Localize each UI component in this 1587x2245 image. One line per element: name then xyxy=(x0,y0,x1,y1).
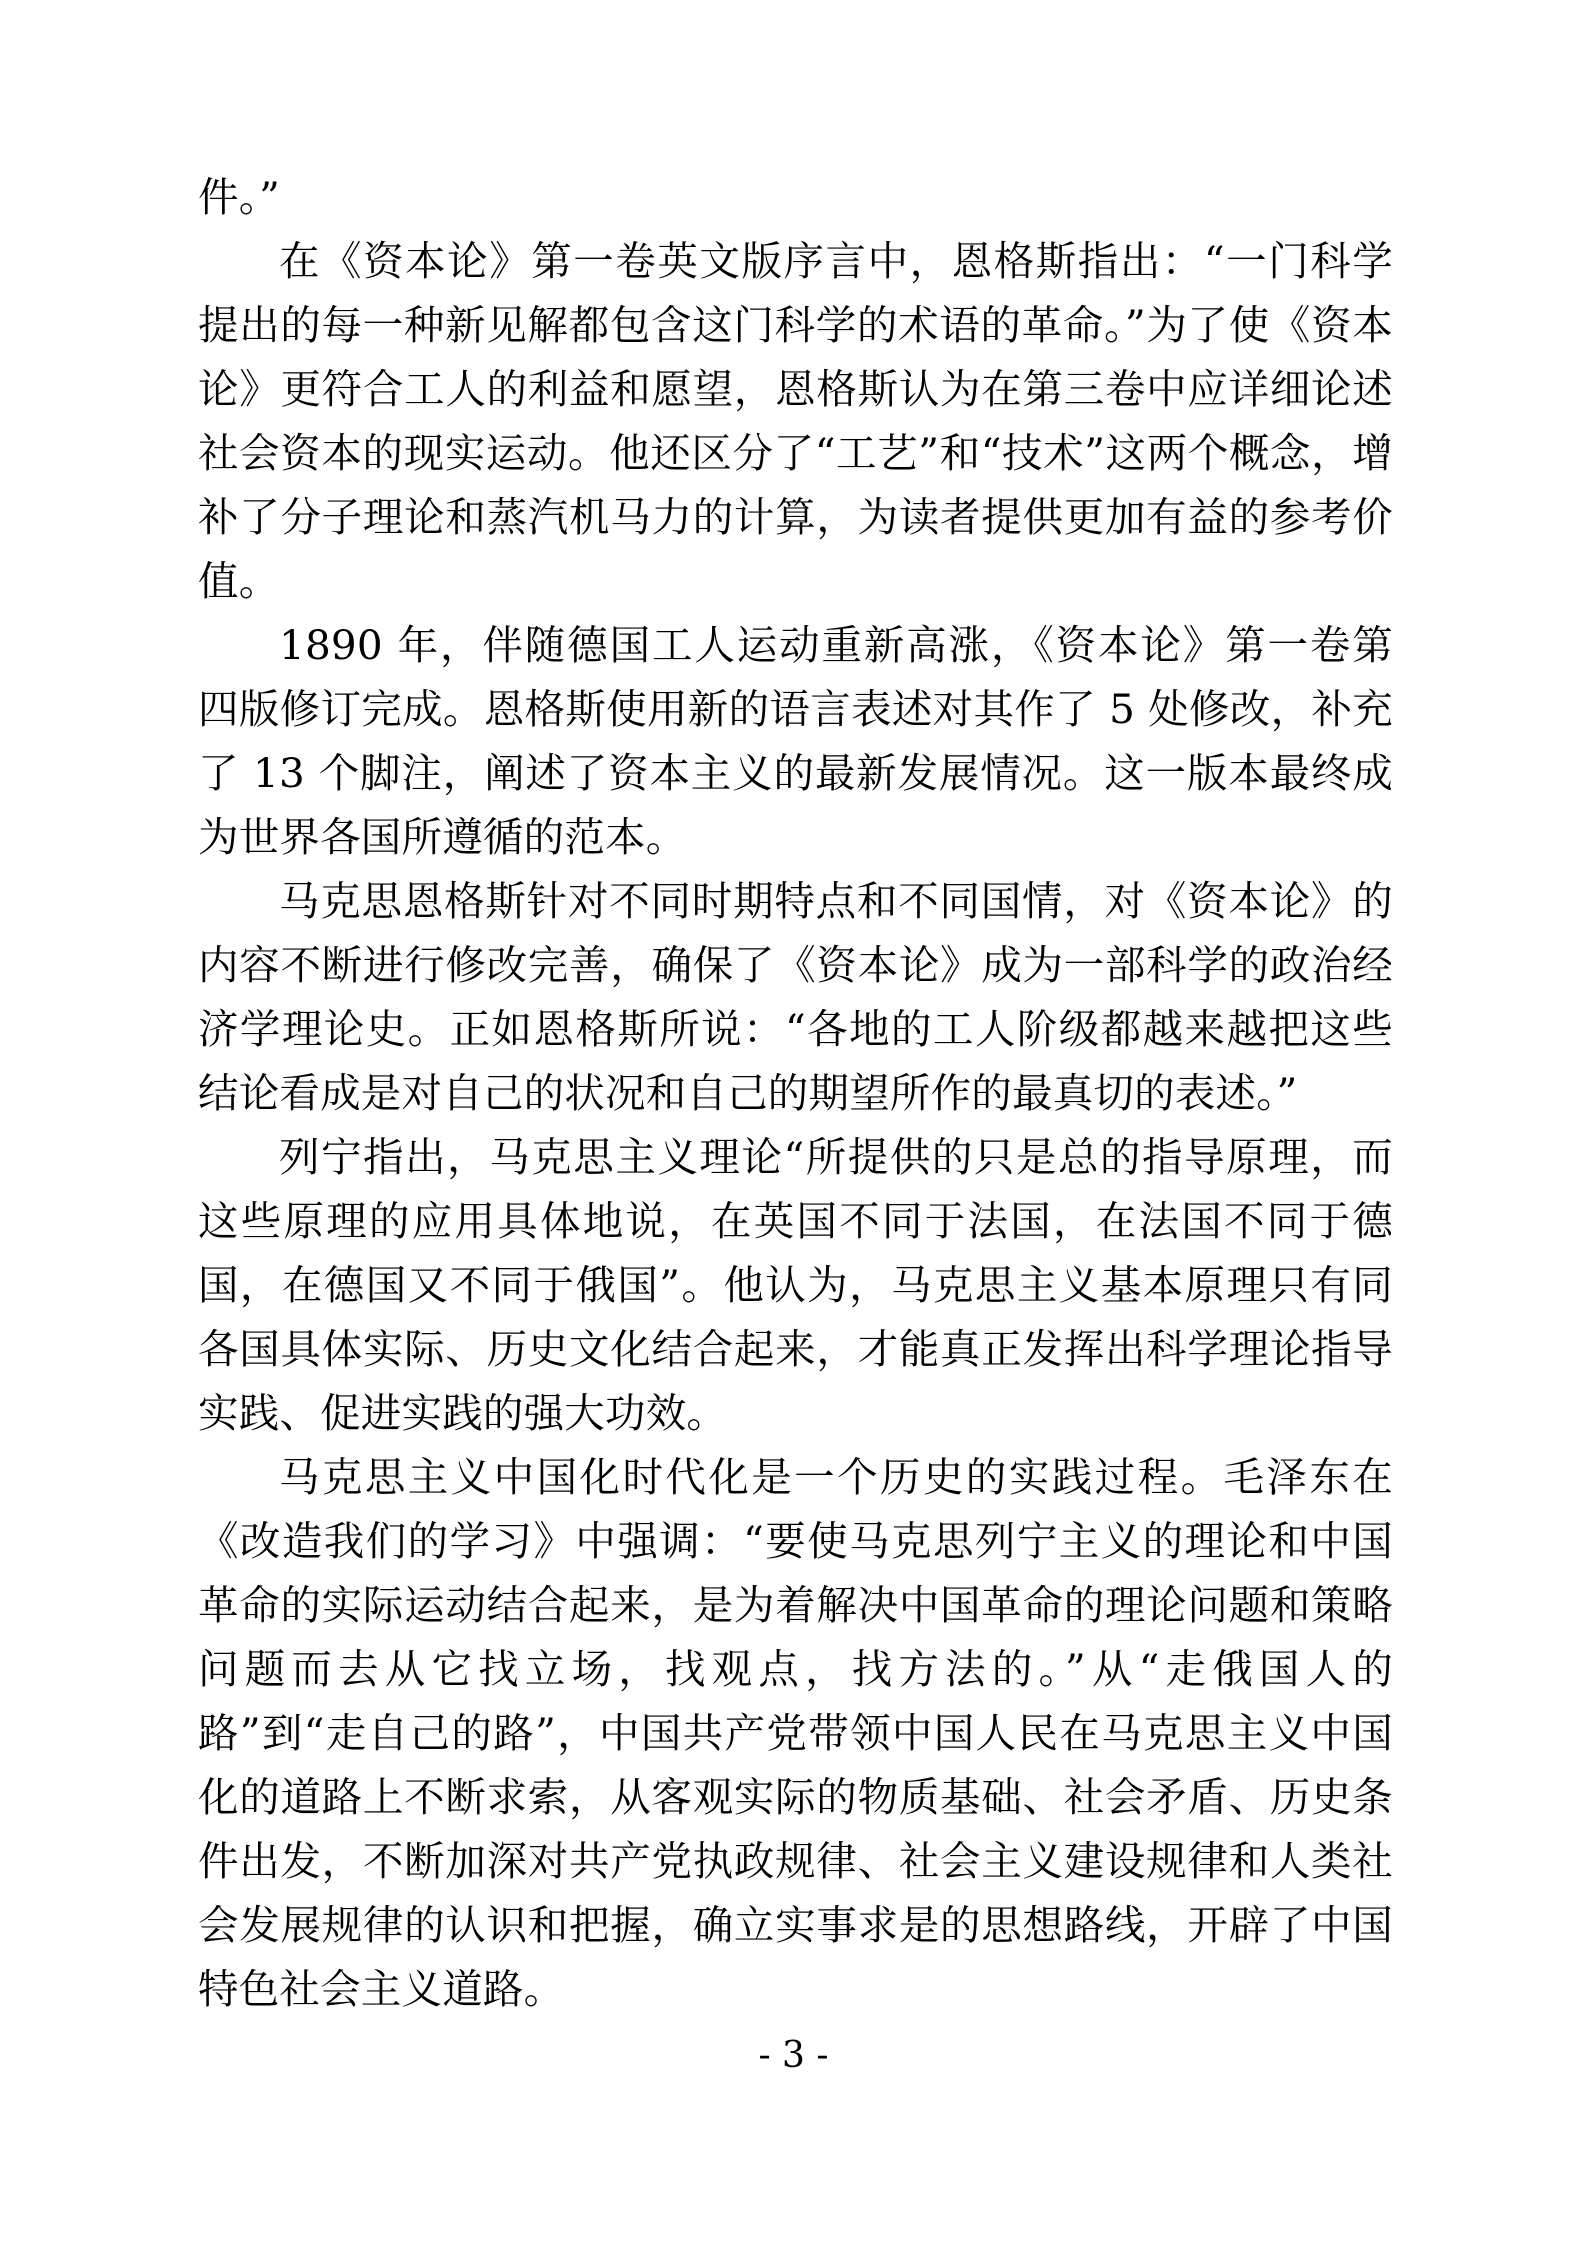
paragraph: 件。” xyxy=(198,173,281,221)
page-body xyxy=(198,165,1393,2021)
paragraph: 1890 年，伴随德国工人运动重新高涨，《资本论》第一卷第四版修订完成。恩格斯使用新的语言表述对其作了 5 处修改，补充了 13 个脚注，阐述了资本主义的最新发展情况。这一版本最终成为世界各国所遵循的范本。 xyxy=(198,621,1393,861)
paragraph: 列宁指出，马克思主义理论“所提供的只是总的指导原理，而这些原理的应用具体地说，在英国不同于法国，在法国不同于德国，在德国又不同于俄国”。他认为，马克思主义基本原理只有同各国具体实际、历史文化结合起来，才能真正发挥出科学理论指导实践、促进实践的强大功效。 xyxy=(198,1133,1393,1437)
page-number: - 3 - xyxy=(758,2035,829,2076)
paragraph: 马克思主义中国化时代化是一个历史的实践过程。毛泽东在《改造我们的学习》中强调：“要使马克思列宁主义的理论和中国革命的实际运动结合起来，是为着解决中国革命的理论问题和策略问题而去从它找立场，找观点，找方法的。”从“走俄国人的路”到“走自己的路”，中国共产党带领中国人民在马克思主义中国化的道路上不断求索，从客观实际的物质基础、社会矛盾、历史条件出发，不断加深对共产党执政规律、社会主义建设规律和人类社会发展规律的认识和把握，确立实事求是的思想路线，开辟了中国特色社会主义道路。 xyxy=(198,1453,1393,2013)
paragraph: 马克思恩格斯针对不同时期特点和不同国情，对《资本论》的内容不断进行修改完善，确保了《资本论》成为一部科学的政治经济学理论史。正如恩格斯所说：“各地的工人阶级都越来越把这些结论看成是对自己的状况和自己的期望所作的最真切的表述。” xyxy=(198,877,1393,1117)
paragraph: 在《资本论》第一卷英文版序言中，恩格斯指出：“一门科学提出的每一种新见解都包含这门科学的术语的革命。”为了使《资本论》更符合工人的利益和愿望，恩格斯认为在第三卷中应详细论述社会资本的现实运动。他还区分了“工艺”和“技术”这两个概念，增补了分子理论和蒸汽机马力的计算，为读者提供更加有益的参考价值。 xyxy=(198,237,1393,605)
